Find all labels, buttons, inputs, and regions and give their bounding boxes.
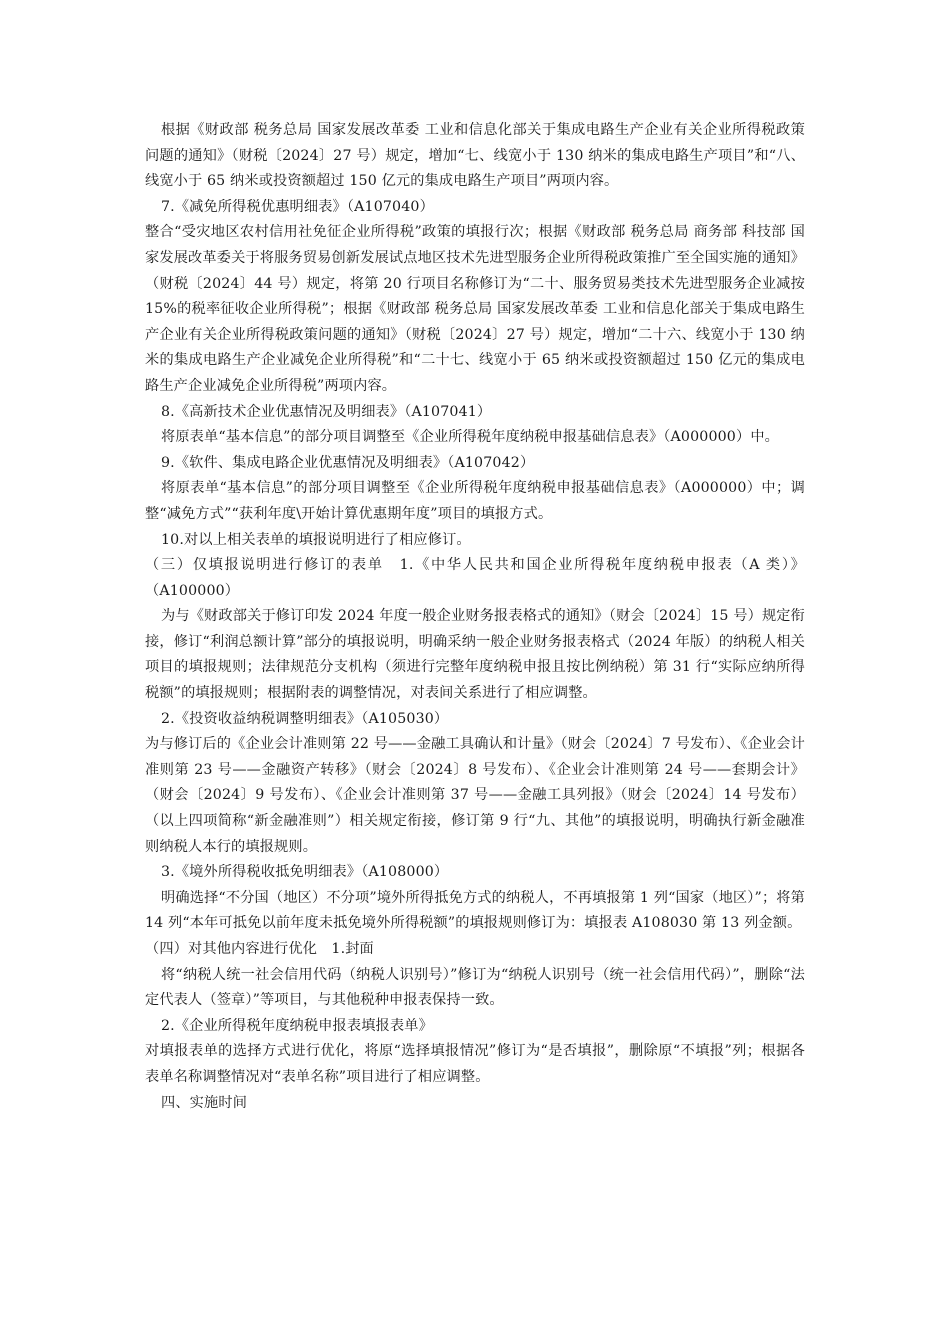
heading-form-list: 2.《企业所得税年度纳税申报表填报表单》 bbox=[161, 1017, 433, 1034]
heading-a107041: 8.《高新技术企业优惠情况及明细表》（A107041） bbox=[161, 403, 492, 420]
section-4-heading: （四）对其他内容进行优化 1.封面 bbox=[145, 941, 374, 957]
paragraph-a100000: 为与《财政部关于修订印发 2024 年度一般企业财务报表格式的通知》（财会〔2024〕15 号）规定衔接，修订“利润总额计算”部分的填报说明，明确采纳一般企业财务报表格式（2024 年版）的纳税人相关项目的填报规则；法律规范分支机构（须进行完整年度纳税申报且按比例纳税）第 31 行“实际应纳所得税额”的填报规则；根据附表的调整情况，对表间关系进行了相应调整。 bbox=[145, 608, 805, 702]
paragraph-a108000: 明确选择“不分国（地区）不分项”境外所得抵免方式的纳税人，不再填报第 1 列“国家（地区）”；将第 14 列“本年可抵免以前年度未抵免境外所得税额”的填报规则修订为：填报表 A108030 第 13 列金额。 bbox=[145, 889, 805, 932]
heading-a108000: 3.《境外所得税收抵免明细表》（A108000） bbox=[161, 864, 449, 881]
heading-a105030: 2.《投资收益纳税调整明细表》（A105030） bbox=[161, 710, 449, 727]
paragraph-ic-items: 根据《财政部 税务总局 国家发展改革委 工业和信息化部关于集成电路生产企业有关企业所得税政策问题的通知》（财税〔2024〕27 号）规定，增加“七、线宽小于 130 纳米的集成电路生产项目”和“八、线宽小于 65 纳米或投资额超过 150 亿元的集成电路生产项目”两项内容。 bbox=[145, 122, 805, 190]
section-3-heading: （三）仅填报说明进行修订的表单 1.《中华人民共和国企业所得税年度纳税申报表（A 类）》（A100000） bbox=[145, 557, 805, 599]
paragraph-cover: 将“纳税人统一社会信用代码（纳税人识别号）”修订为“纳税人识别号（统一社会信用代码）”，删除“法定代表人（签章）”等项目，与其他税种申报表保持一致。 bbox=[145, 966, 805, 1009]
document-body bbox=[145, 118, 805, 1116]
paragraph-form-list: 对填报表单的选择方式进行优化，将原“选择填报情况”修订为“是否填报”，删除原“不填报”列；根据各表单名称调整情况对“表单名称”项目进行了相应调整。 bbox=[145, 1043, 805, 1085]
paragraph-a107042: 将原表单“基本信息”的部分项目调整至《企业所得税年度纳税申报基础信息表》（A000000）中；调整“减免方式”“获利年度\开始计算优惠期年度”项目的填报方式。 bbox=[145, 480, 805, 522]
paragraph-a107040: 整合“受灾地区农村信用社免征企业所得税”政策的填报行次；根据《财政部 税务总局 商务部 科技部 国家发展改革委关于将服务贸易创新发展试点地区技术先进型服务企业所得税政策推广至全国实施的通知》（财税〔2024〕44 号）规定，将第 20 行项目名称修订为“二十、服务贸易类技术先进型服务企业减按 15%的税率征收企业所得税”；根据《财政部 税务总局 国家发展改革委 工业和信息化部关于集成电路生产企业有关企业所得税政策问题的通知》（财税〔2024〕27 号）规定，增加“二十六、线宽小于 130 纳米的集成电路生产企业减免企业所得税”和“二十七、线宽小于 65 纳米或投资额超过 150 亿元的集成电路生产企业减免企业所得税”两项内容。 bbox=[145, 224, 805, 394]
paragraph-item-10: 10.对以上相关表单的填报说明进行了相应修订。 bbox=[161, 531, 471, 548]
heading-a107042: 9.《软件、集成电路企业优惠情况及明细表》（A107042） bbox=[161, 454, 535, 471]
section-implementation-heading: 四、实施时间 bbox=[161, 1094, 248, 1111]
paragraph-a107041: 将原表单“基本信息”的部分项目调整至《企业所得税年度纳税申报基础信息表》（A000000）中。 bbox=[161, 429, 779, 446]
heading-a107040: 7.《减免所得税优惠明细表》（A107040） bbox=[161, 198, 434, 215]
paragraph-a105030: 为与修订后的《企业会计准则第 22 号——金融工具确认和计量》（财会〔2024〕7 号发布）、《企业会计准则第 23 号——金融资产转移》（财会〔2024〕8 号发布）、《企业会计准则第 24 号——套期会计》（财会〔2024〕9 号发布）、《企业会计准则第 37 号——金融工具列报》（财会〔2024〕14 号发布）（以上四项简称“新金融准则”）相关规定衔接，修订第 9 行“九、其他”的填报说明，明确执行新金融准则纳税人本行的填报规则。 bbox=[145, 736, 805, 855]
